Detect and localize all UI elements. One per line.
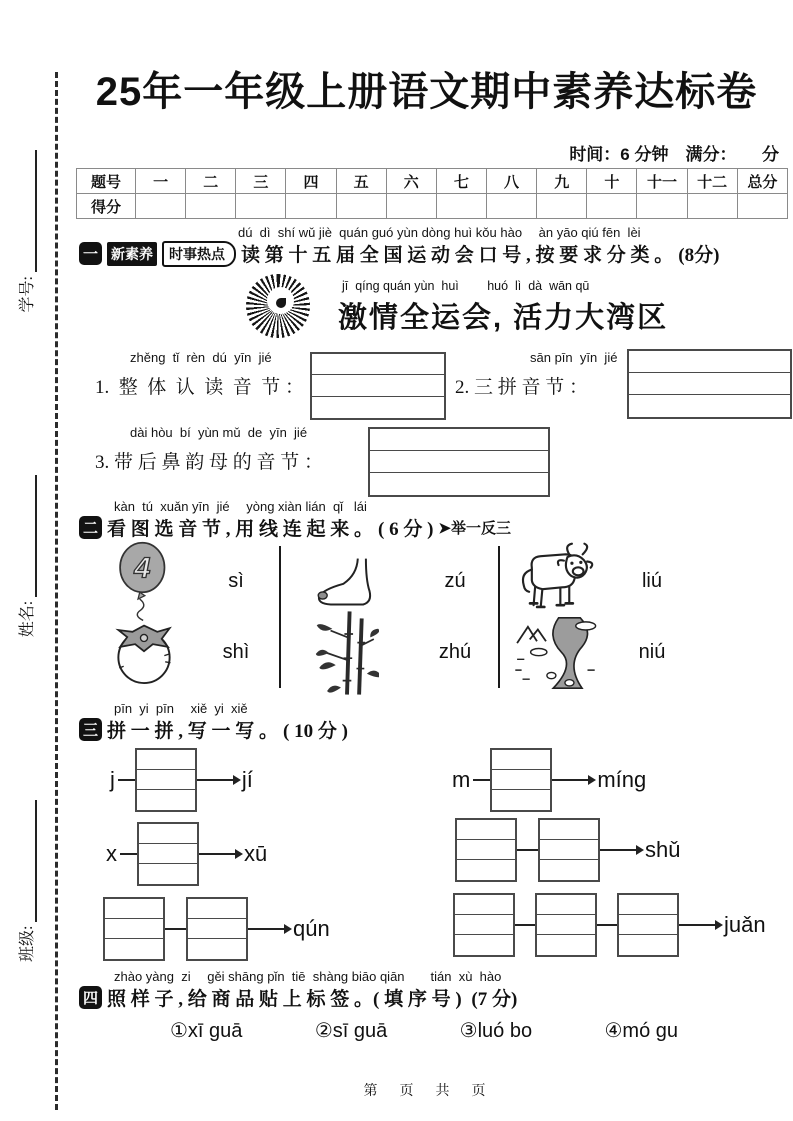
q3-number-badge: 三	[79, 718, 102, 741]
arrow-icon	[679, 924, 715, 926]
q1-tag-hot-topic: 时事热点	[162, 241, 236, 267]
score-table-score-row	[77, 194, 788, 219]
match-column-2	[281, 546, 500, 688]
col-5: 五	[336, 169, 386, 194]
games-emblem-icon	[246, 274, 310, 338]
q1-sub1-label: 1. 整 体 认 读 音 节 ：	[95, 377, 305, 398]
river-icon[interactable]	[511, 616, 599, 690]
q4-text: 照 样 子 , 给 商 品 贴 上 标 签 。( 填 序 号 )	[107, 989, 467, 1010]
lead-letter: m	[452, 767, 471, 792]
score-cell[interactable]	[486, 194, 536, 219]
arrow-icon	[248, 928, 284, 930]
score-cell[interactable]	[236, 194, 286, 219]
q2-extrapolate-tag: ➤举一反三	[438, 520, 511, 537]
score-cell[interactable]	[186, 194, 236, 219]
spell-group-shu	[455, 818, 680, 882]
connector-line	[473, 779, 490, 781]
score-cell[interactable]	[386, 194, 436, 219]
connector-line	[118, 779, 135, 781]
pinyin-write-box[interactable]	[186, 897, 248, 961]
col-total: 总分	[737, 169, 787, 194]
arrow-icon	[552, 779, 588, 781]
page-title: 25年一年级上册语文期中素养达标卷	[95, 70, 758, 114]
spell-group-xu	[106, 822, 267, 886]
q1-tag-new-literacy: 新素养	[107, 242, 157, 266]
pinyin-write-box[interactable]	[490, 748, 552, 812]
score-cell[interactable]	[537, 194, 587, 219]
arrow-icon	[199, 853, 235, 855]
spell-group-qun	[103, 897, 330, 961]
option-3-luobo[interactable]: ③luó bo	[459, 1020, 533, 1042]
score-cell[interactable]	[687, 194, 737, 219]
q1-number-badge: 一	[79, 242, 102, 265]
q1-pinyin: dú dì shí wǔ jiè quán guó yùn dòng huì kǒu hào àn yāo qiú fēn lèi	[238, 225, 641, 240]
col-11: 十一	[637, 169, 687, 194]
name-blank[interactable]	[21, 475, 37, 597]
student-info-sidebar	[14, 150, 37, 962]
slogan-text: 激情全运会, 活力大湾区	[338, 302, 669, 334]
score-cell[interactable]	[436, 194, 486, 219]
pinyin-write-box[interactable]	[137, 822, 199, 886]
time-fullscore-meta: 时间：6 分钟 满分： 分	[569, 145, 779, 164]
col-4: 四	[286, 169, 336, 194]
col-9: 九	[537, 169, 587, 194]
result-syllable: míng	[597, 767, 647, 792]
student-id-label: 学号:	[19, 276, 36, 313]
q1-sub3-label: 3. 带 后 鼻 韵 母 的 音 节 ：	[95, 452, 324, 473]
pinyin-write-box[interactable]	[453, 893, 515, 957]
cow-icon[interactable]	[512, 541, 598, 623]
svg-text:4: 4	[134, 552, 151, 585]
pinyin-write-box[interactable]	[455, 818, 517, 882]
q1-sub2-label: 2. 三 拼 音 节 ：	[455, 377, 589, 398]
pinyin-write-box[interactable]	[135, 748, 197, 812]
q4-pinyin: zhào yàng zi gěi shāng pǐn tiē shàng biāo qiān tián xù hào	[114, 969, 502, 984]
score-cell[interactable]	[637, 194, 687, 219]
connector-line	[597, 924, 617, 926]
arrow-icon	[600, 849, 636, 851]
class-label: 班级:	[19, 925, 36, 962]
lead-letter: j	[110, 767, 115, 792]
spell-group-ji	[110, 748, 253, 812]
persimmon-icon[interactable]	[106, 620, 182, 686]
q1-sub3-pinyin: dài hòu bí yùn mǔ de yīn jié	[130, 425, 308, 440]
score-table-corner: 题号	[77, 169, 136, 194]
option-2-sigua[interactable]: ②sī guā	[314, 1020, 388, 1042]
result-syllable: juǎn	[724, 912, 766, 937]
score-cell[interactable]	[136, 194, 186, 219]
syllable-liu[interactable]: liú	[641, 570, 662, 592]
lead-letter: x	[106, 841, 117, 866]
pinyin-write-box[interactable]	[538, 818, 600, 882]
q1-sub1-pinyin: zhěng tǐ rèn dú yīn jié	[130, 350, 272, 365]
connector-line	[120, 853, 137, 855]
spell-group-ming	[452, 748, 646, 812]
student-id-blank[interactable]	[21, 150, 37, 272]
col-12: 十二	[687, 169, 737, 194]
spell-group-juan	[453, 893, 766, 957]
pinyin-write-box[interactable]	[535, 893, 597, 957]
connector-line	[515, 924, 535, 926]
q4-number-badge: 四	[79, 986, 102, 1009]
result-syllable: jí	[241, 767, 253, 792]
syllable-shi[interactable]: shì	[222, 641, 250, 663]
q4-header	[79, 984, 517, 1011]
q1-sub2-pinyin: sān pīn yīn jié	[530, 350, 618, 365]
balloon-number-4-icon[interactable]	[114, 541, 174, 623]
score-cell[interactable]	[587, 194, 637, 219]
q1-score: (8分)	[678, 245, 720, 266]
result-syllable: shǔ	[645, 837, 681, 862]
q2-score: ( 6 分 )	[378, 519, 434, 540]
games-slogan-block	[338, 276, 668, 336]
syllable-zhu[interactable]: zhú	[438, 641, 472, 663]
q4-options-row	[170, 1018, 678, 1043]
q1-sub1-answer-box[interactable]	[310, 352, 446, 420]
q4-score: (7 分)	[471, 989, 518, 1010]
col-1: 一	[136, 169, 186, 194]
col-6: 六	[386, 169, 436, 194]
option-1-xigua[interactable]: ①xī guā	[170, 1020, 243, 1042]
score-cell[interactable]	[286, 194, 336, 219]
syllable-niu[interactable]: niú	[638, 641, 666, 663]
result-syllable: xū	[244, 841, 268, 866]
match-column-1	[95, 546, 281, 688]
q1-sub3-answer-box[interactable]	[368, 427, 550, 497]
page-footer: 第 页 共 页	[363, 1084, 490, 1099]
q2-header	[79, 514, 511, 541]
score-cell[interactable]	[737, 194, 787, 219]
col-7: 七	[436, 169, 486, 194]
name-field	[14, 475, 37, 637]
q2-number-badge: 二	[79, 516, 102, 539]
q1-sub2-answer-box[interactable]	[627, 349, 792, 419]
syllable-zu[interactable]: zú	[444, 570, 466, 592]
score-table-header-row	[77, 169, 788, 194]
option-4-mogu[interactable]: ④mó gu	[604, 1020, 678, 1042]
q1-text: 读 第 十 五 届 全 国 运 动 会 口 号 , 按 要 求 分 类 。	[241, 245, 674, 266]
col-2: 二	[186, 169, 236, 194]
cut-dashed-line	[55, 72, 58, 1110]
syllable-si[interactable]: sì	[228, 570, 244, 592]
name-label: 姓名:	[19, 600, 36, 638]
q2-pinyin: kàn tú xuǎn yīn jié yòng xiàn lián qǐ lái	[114, 499, 367, 514]
col-8: 八	[486, 169, 536, 194]
class-blank[interactable]	[21, 800, 37, 922]
class-field	[14, 800, 37, 962]
score-table	[76, 168, 788, 219]
q1-header	[79, 240, 719, 267]
match-grid	[95, 546, 695, 688]
match-column-3	[500, 546, 695, 688]
pinyin-write-box[interactable]	[103, 897, 165, 961]
q3-score: ( 10 分 )	[283, 721, 348, 742]
q2-text: 看 图 选 音 节 , 用 线 连 起 来 。	[107, 519, 374, 540]
col-10: 十	[587, 169, 637, 194]
games-logo-block	[246, 274, 668, 338]
pinyin-write-box[interactable]	[617, 893, 679, 957]
connector-line	[165, 928, 186, 930]
q3-pinyin: pīn yi pīn xiě yi xiě	[114, 701, 248, 716]
student-id-field	[14, 150, 37, 312]
result-syllable: qún	[293, 916, 330, 941]
score-cell[interactable]	[336, 194, 386, 219]
bamboo-icon[interactable]	[315, 608, 379, 698]
q3-header	[79, 716, 348, 743]
connector-line	[517, 849, 538, 851]
foot-icon[interactable]	[311, 555, 383, 609]
q3-text: 拼 一 拼 , 写 一 写 。	[107, 721, 279, 742]
arrow-icon	[197, 779, 233, 781]
score-row-label: 得分	[77, 194, 136, 219]
col-3: 三	[236, 169, 286, 194]
slogan-pinyin: jī qíng quán yùn huì huó lì dà wān qū	[342, 279, 590, 293]
